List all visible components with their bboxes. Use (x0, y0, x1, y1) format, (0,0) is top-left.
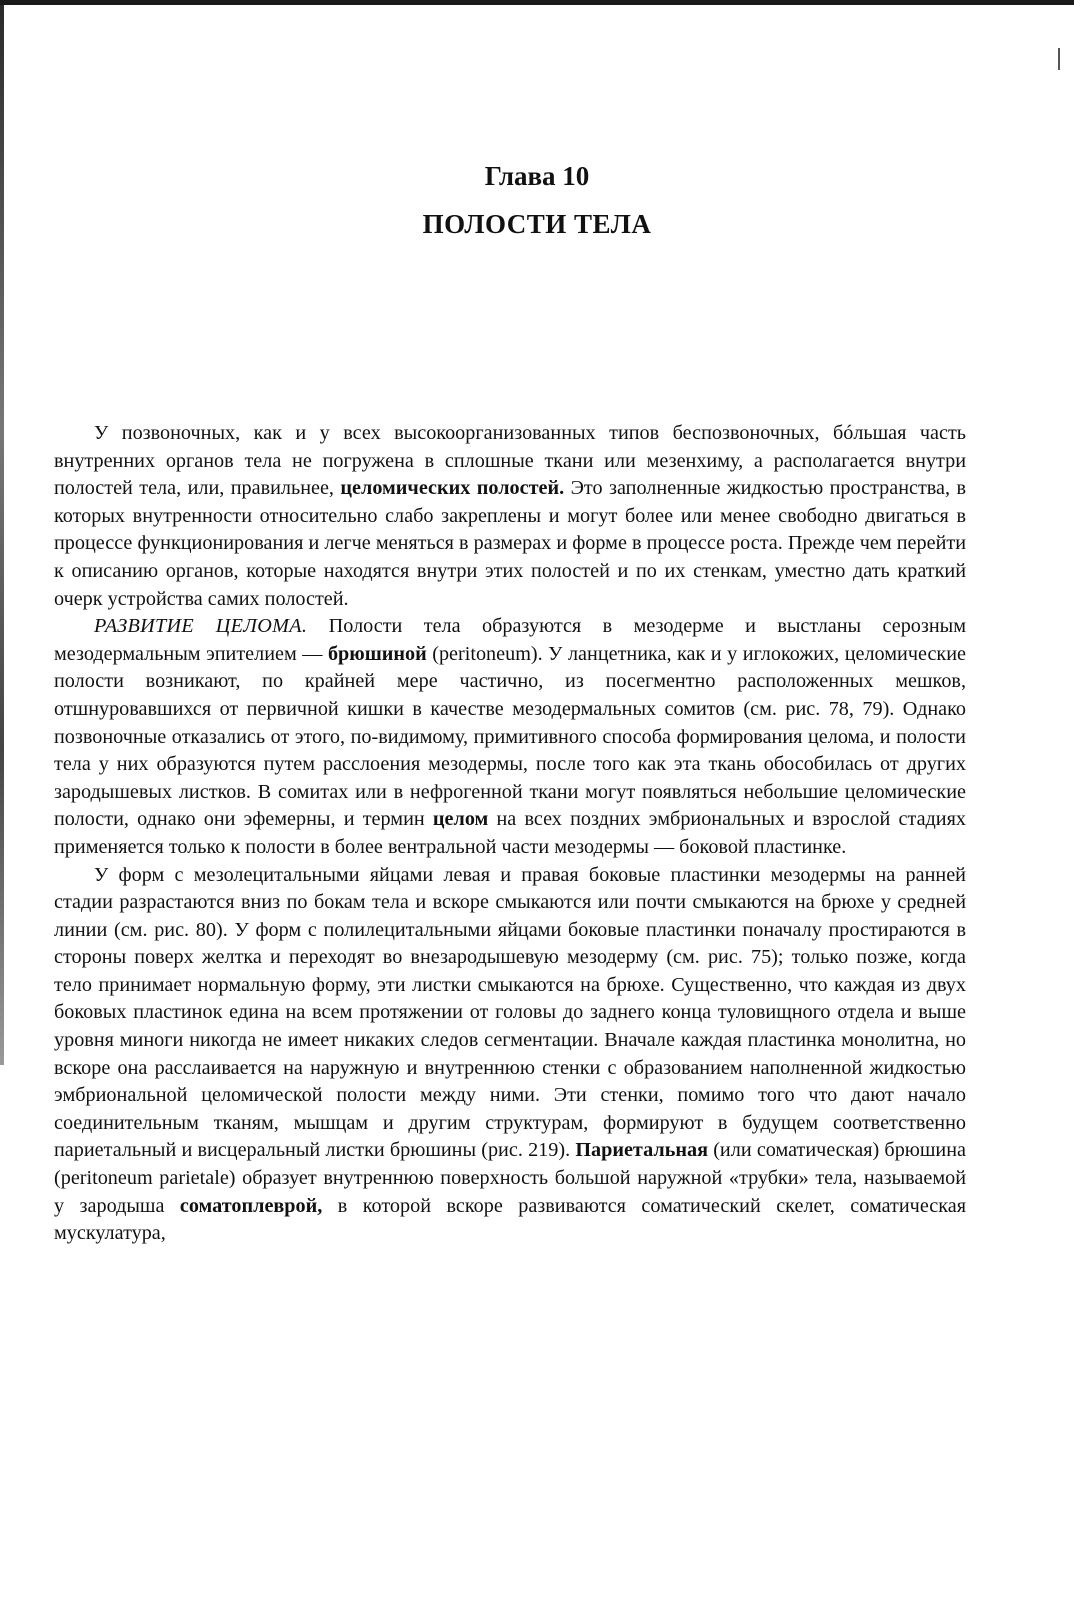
chapter-number: Глава 10 (484, 161, 590, 191)
term-bold: целом (432, 808, 489, 831)
text-run: У форм с мезолецитальными яйцами левая и правая боковые пластинки мезодермы на ранней стадии разрастаются вниз по бокам тела и вскоре смыкаются или почти смыкаются на брюхе у средней линии (см. рис. 80). У форм с полилецитальными яйцами боковые пластинки поначалу простираются в стороны поверх желтка и переходят во внезародышевую мезодерму (см. рис. 75); только позже, когда тело принимает нормальную форму, эти листки смыкаются на брюхе. Существенно, что каждая из двух боковых пластинок едина на всем протяжении от головы до заднего конца туловищного отдела и выше уровня миноги никогда не имеет никаких следов сегментации. Вначале каждая пластинка монолитна, но вскоре она расслаивается на наружную и внутреннюю стенки с образованием наполненной жидкостью эмбриональной целомической полости между ними. Эти стенки, помимо того что дают начало соединительным тканям, мышцам и другим структурам, формируют в будущем соответственно париетальный и висцеральный листки брюшины (рис. 219). (54, 863, 966, 1162)
scan-border-top (0, 0, 1074, 5)
term-bold: брюшиной (327, 642, 427, 665)
text-run: Это заполненные жидкостью пространства, в которых внутренности относительно слабо закреплены и могут более или менее свободно двигаться в процессе функционирования и легче меняться в размерах и форме в процессе роста. Прежде чем перейти к описанию органов, которые находятся внутри этих полостей и по их стенкам, уместно дать краткий очерк устройства самих полостей. (54, 477, 967, 610)
section-lead: РАЗВИТИЕ ЦЕЛОМА. (94, 615, 308, 638)
term-bold: Париетальная (575, 1139, 709, 1162)
paragraph-2 (54, 613, 966, 861)
text-run: на всех поздних эмбриональных и взрослой стадиях применяется только к полости в более вентральной части мезодермы — боковой пластинке. (54, 808, 966, 858)
text-run: в которой вскоре развиваются соматический скелет, соматическая мускулатура, (54, 1194, 966, 1245)
text-run: Полости тела образуются в мезодерме и выстланы серозным мезодермальным эпителием — (54, 615, 966, 665)
text-run: (peritoneum). У ланцетника, как и у иглокожих, целомические полости возникают, по крайней мере частично, из посегментно расположенных мешков, отшнуровавшихся от первичной кишки в качестве мезодермальных сомитов (см. рис. 78, 79). Однако позвоночные отказались от этого, по-видимому, примитивного способа формирования целома, и полости тела у них образуются путем расслоения мезодермы, после того как эта ткань обособилась от других зародышевых листков. В сомитах или в нефрогенной ткани могут появляться небольшие целомические полости, однако они эфемерны, и термин (54, 642, 966, 831)
paragraph-3 (54, 862, 966, 1248)
text-run: (или соматическая) брюшина (peritoneum parietale) образует внутреннюю поверхность большой наружной «трубки» тела, называемой у зародыша (54, 1139, 966, 1217)
text-run: У позвоночных, как и у всех высокоорганизованных типов беспозвоночных, бóльшая часть внутренних органов тела не погружена в сплошные ткани или мезенхиму, а располагается внутри полостей тела, или, правильнее, (54, 422, 966, 500)
chapter-title: ПОЛОСТИ ТЕЛА (422, 209, 652, 239)
term-bold: соматоплеврой, (179, 1194, 323, 1217)
scan-mark (1058, 48, 1060, 70)
paragraph-1 (54, 420, 966, 613)
term-bold: целомических полостей. (340, 477, 565, 500)
body-text (54, 420, 966, 1248)
